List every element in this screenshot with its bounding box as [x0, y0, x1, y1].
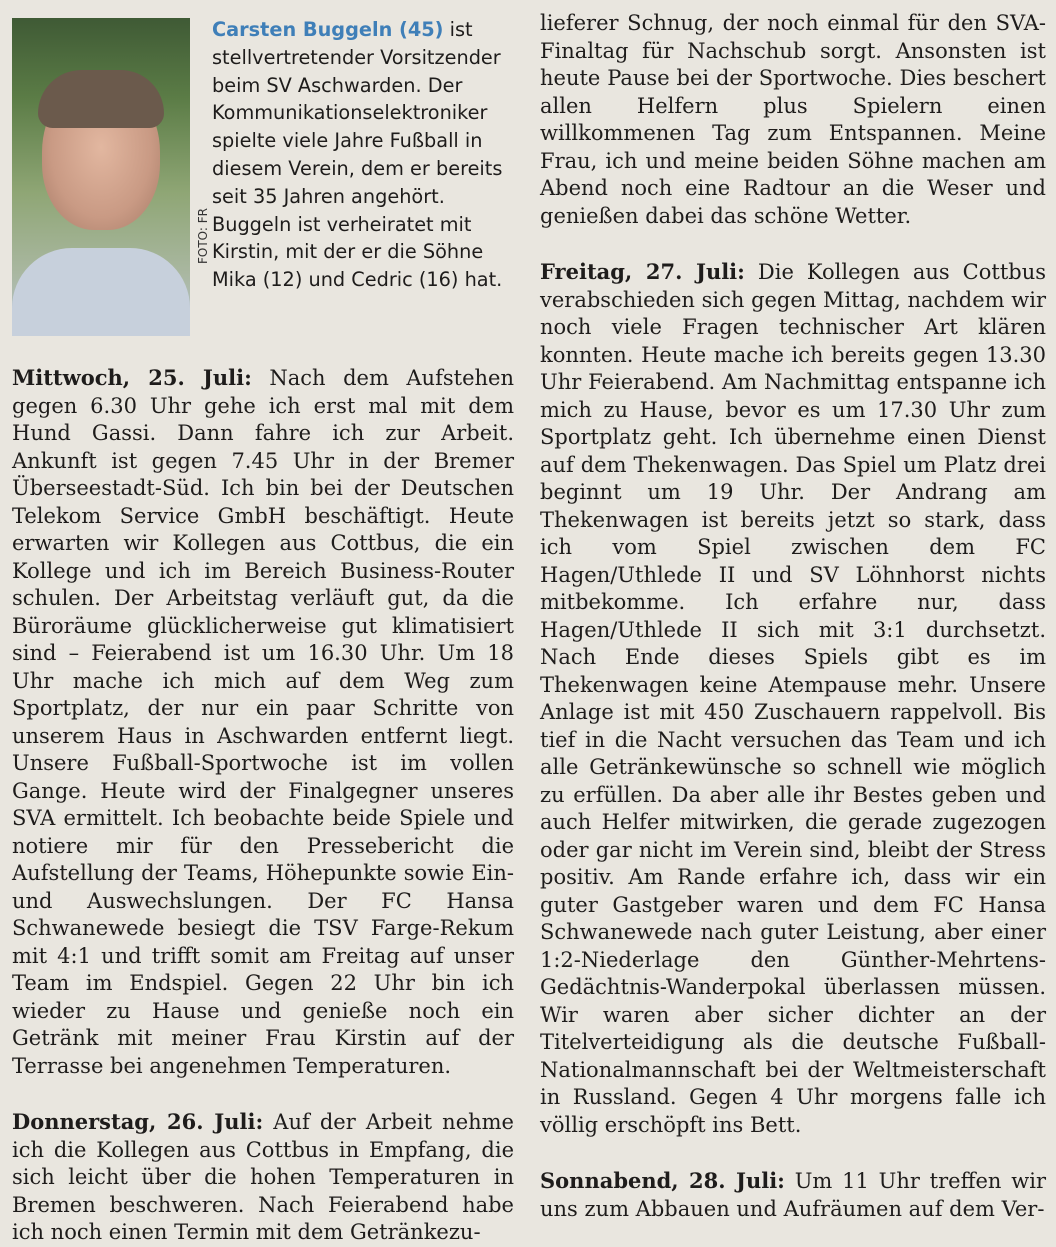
bio-box	[12, 10, 514, 336]
entry-day-label: Sonnabend, 28. Juli:	[540, 1168, 785, 1193]
diary-entry-thursday	[12, 1108, 514, 1247]
entry-text: Die Kollegen aus Cottbus verabschieden sich gegen Mittag, nachdem wir noch viele Fragen technischer Art klären konnten. Heute mache ich bereits gegen 13.30 Uhr Feierabend. Am Nachmittag entspanne ich mich zu Hause, bevor es um 17.30 Uhr zum Sportplatz geht. Ich übernehme einen Dienst auf dem Thekenwagen. Das Spiel um Platz drei beginnt um 19 Uhr. Der Andrang am Thekenwagen ist bereits jetzt so stark, dass ich vom Spiel zwischen dem FC Hagen/Uthlede II und SV Löhnhorst nichts mitbekomme. Ich erfahre nur, dass Hagen/Uthlede II sich mit 3:1 durchsetzt. Nach Ende dieses Spiels gibt es im Thekenwagen keine Atempause mehr. Unsere Anlage ist mit 450 Zuschauern rappelvoll. Bis tief in die Nacht versuchen das Team und ich alle Getränkewünsche so schnell wie möglich zu erfüllen. Da aber alle ihr Bestes geben und auch Helfer mitwirken, die gerade zugezogen oder gar nicht im Verein sind, bleibt der Stress positiv. Am Rande erfahre ich, dass wir ein guter Gastgeber waren und dem FC Hansa Schwanewede nach guter Leistung, aber einer 1:2-Niederlage den Günther-Mehrtens-Gedächtnis-Wanderpokal überlassen müssen. Wir waren aber sicher dichter an der Titelverteidigung als die deutsche Fußball-Nationalmannschaft bei der Weltmeisterschaft in Russland. Gegen 4 Uhr morgens falle ich völlig erschöpft ins Bett.	[540, 260, 1046, 1137]
diary-entry-thursday-continued	[540, 10, 1046, 230]
portrait-photo	[12, 18, 190, 336]
right-column	[540, 10, 1046, 1223]
bio-name: Carsten Buggeln (45)	[212, 18, 444, 41]
diary-entry-wednesday	[12, 364, 514, 1080]
entry-day-label: Freitag, 27. Juli:	[540, 259, 745, 284]
bio-description: ist stellvertretender Vorsitzender beim SV Aschwarden. Der Kommunikationselektroniker spielte viele Jahre Fußball in diesem Verein, dem er bereits seit 35 Jahren angehört. Buggeln ist verheiratet mit Kirstin, mit der er die Söhne Mika (12) und Cedric (16) hat.	[212, 18, 503, 292]
entry-text: Nach dem Aufstehen gegen 6.30 Uhr gehe ich erst mal mit dem Hund Gassi. Dann fahre ich zur Arbeit. Ankunft ist gegen 7.45 Uhr in der Bremer Überseestadt-Süd. Ich bin bei der Deutschen Telekom Service GmbH beschäftigt. Heute erwarten wir Kollegen aus Cottbus, die ein Kollege und ich im Bereich Business-Router schulen. Der Arbeitstag verläuft gut, da die Büroräume glücklicherweise gut klimatisiert sind – Feierabend ist um 16.30 Uhr. Um 18 Uhr mache ich mich auf dem Weg zum Sportplatz, der nur ein paar Schritte von unserem Haus in Aschwarden entfernt liegt. Unsere Fußball-Sportwoche ist im vollen Gange. Heute wird der Finalgegner unseres SVA ermittelt. Ich beobachte beide Spiele und notiere mir für den Pressebericht die Aufstellung der Teams, Höhepunkte sowie Ein- und Auswechslungen. Der FC Hansa Schwanewede besiegt die TSV Farge-Rekum mit 4:1 und trifft somit am Freitag auf unser Team im Endspiel. Gegen 22 Uhr bin ich wieder zu Hause und genieße noch ein Getränk mit meiner Frau Kirstin auf der Terrasse bei angenehmen Temperaturen.	[12, 366, 514, 1078]
entry-day-label: Mittwoch, 25. Juli:	[12, 365, 252, 390]
photo-credit: FOTO: FR	[196, 207, 210, 264]
entry-day-label: Donnerstag, 26. Juli:	[12, 1109, 264, 1134]
entry-text: Um 11 Uhr treffen wir uns zum Abbauen und Aufräumen auf dem Ver-	[540, 1169, 1046, 1221]
entry-text: lieferer Schnug, der noch einmal für den SVA-Finaltag für Nachschub sorgt. Ansonsten ist heute Pause bei der Sportwoche. Dies beschert allen Helfern plus Spielern einen willkommenen Tag zum Entspannen. Meine Frau, ich und meine beiden Söhne machen am Abend noch eine Radtour an die Weser und genießen dabei das schöne Wetter.	[540, 11, 1046, 228]
bio-text	[212, 16, 512, 294]
left-column	[12, 10, 514, 1247]
portrait-hair	[38, 70, 164, 128]
diary-entry-saturday	[540, 1167, 1046, 1223]
diary-entry-friday	[540, 258, 1046, 1139]
portrait-shirt	[12, 248, 190, 336]
entry-text: Auf der Arbeit nehme ich die Kollegen aus Cottbus in Empfang, die sich leicht über die hohen Temperaturen in Bremen beschweren. Nach Feierabend habe ich noch einen Termin mit dem Getränkezu-	[12, 1110, 514, 1244]
